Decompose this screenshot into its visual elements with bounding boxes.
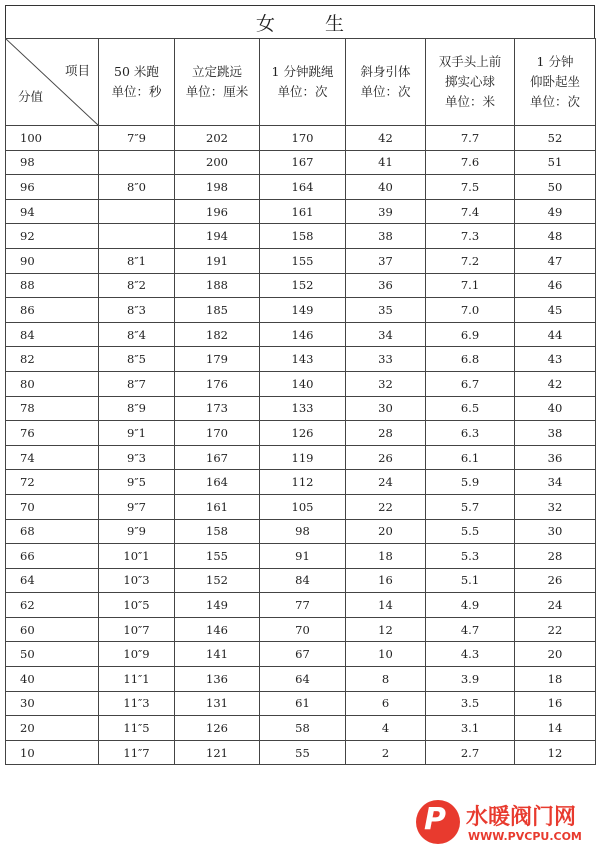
value-cell (99, 199, 175, 224)
value-cell: 84 (260, 568, 346, 593)
column-header-line: 1 分钟 (536, 54, 574, 69)
value-cell: 8″7 (99, 371, 175, 396)
table-row (6, 273, 596, 298)
value-cell: 30 (515, 519, 596, 544)
value-cell: 158 (175, 519, 260, 544)
value-cell: 8″4 (99, 322, 175, 347)
value-cell: 136 (175, 667, 260, 692)
value-cell: 7.3 (426, 224, 515, 249)
score-table (5, 38, 596, 765)
value-cell: 155 (260, 248, 346, 273)
score-cell: 90 (6, 248, 99, 273)
value-cell: 47 (515, 248, 596, 273)
value-cell: 70 (260, 617, 346, 642)
value-cell: 50 (515, 175, 596, 200)
value-cell: 36 (515, 445, 596, 470)
value-cell: 32 (515, 494, 596, 519)
value-cell: 7.0 (426, 298, 515, 323)
table-row (6, 568, 596, 593)
value-cell: 6.3 (426, 421, 515, 446)
value-cell: 149 (175, 593, 260, 618)
column-header-line: 50 米跑 (114, 64, 159, 79)
header-row (6, 39, 596, 126)
value-cell: 6.9 (426, 322, 515, 347)
column-header-line: 立定跳远 (191, 64, 242, 79)
value-cell: 11″5 (99, 716, 175, 741)
value-cell: 44 (515, 322, 596, 347)
value-cell: 119 (260, 445, 346, 470)
score-cell: 86 (6, 298, 99, 323)
column-header-line: 单位：厘米 (185, 84, 249, 99)
value-cell: 9″9 (99, 519, 175, 544)
column-header (99, 39, 175, 126)
value-cell: 20 (346, 519, 426, 544)
value-cell: 48 (515, 224, 596, 249)
value-cell: 143 (260, 347, 346, 372)
value-cell: 112 (260, 470, 346, 495)
score-cell: 92 (6, 224, 99, 249)
value-cell: 170 (260, 126, 346, 151)
value-cell: 11″3 (99, 691, 175, 716)
value-cell: 14 (346, 593, 426, 618)
value-cell: 164 (260, 175, 346, 200)
value-cell: 8″1 (99, 248, 175, 273)
value-cell: 10″5 (99, 593, 175, 618)
value-cell: 41 (346, 150, 426, 175)
value-cell: 5.9 (426, 470, 515, 495)
column-header (515, 39, 596, 126)
table-row (6, 298, 596, 323)
table-row (6, 175, 596, 200)
value-cell: 6.7 (426, 371, 515, 396)
table-row (6, 248, 596, 273)
table-row (6, 519, 596, 544)
column-header (346, 39, 426, 126)
column-header-line: 单位：次 (360, 84, 411, 99)
value-cell (99, 224, 175, 249)
table-row (6, 740, 596, 765)
value-cell: 8″2 (99, 273, 175, 298)
value-cell: 34 (346, 322, 426, 347)
value-cell: 161 (260, 199, 346, 224)
value-cell: 16 (515, 691, 596, 716)
header-item-label: 项目 (64, 63, 90, 78)
value-cell: 198 (175, 175, 260, 200)
watermark-brand: 水暖阀门网 (466, 805, 577, 830)
value-cell: 30 (346, 396, 426, 421)
score-cell: 50 (6, 642, 99, 667)
score-cell: 64 (6, 568, 99, 593)
value-cell: 194 (175, 224, 260, 249)
value-cell: 202 (175, 126, 260, 151)
column-header (426, 39, 515, 126)
table-row (6, 150, 596, 175)
value-cell: 20 (515, 642, 596, 667)
score-cell: 70 (6, 494, 99, 519)
value-cell: 131 (175, 691, 260, 716)
score-cell: 68 (6, 519, 99, 544)
value-cell: 98 (260, 519, 346, 544)
score-cell: 66 (6, 544, 99, 569)
value-cell: 64 (260, 667, 346, 692)
column-header-line: 单位：秒 (111, 84, 162, 99)
value-cell: 155 (175, 544, 260, 569)
score-cell: 62 (6, 593, 99, 618)
value-cell: 7.5 (426, 175, 515, 200)
value-cell: 5.3 (426, 544, 515, 569)
value-cell: 176 (175, 371, 260, 396)
value-cell: 58 (260, 716, 346, 741)
table-row (6, 617, 596, 642)
value-cell: 5.7 (426, 494, 515, 519)
diagonal-header-cell (6, 39, 99, 126)
value-cell: 91 (260, 544, 346, 569)
column-header-line: 单位：次 (529, 94, 580, 109)
value-cell: 35 (346, 298, 426, 323)
value-cell: 22 (346, 494, 426, 519)
score-cell: 98 (6, 150, 99, 175)
value-cell: 24 (346, 470, 426, 495)
value-cell: 7.7 (426, 126, 515, 151)
value-cell: 6.5 (426, 396, 515, 421)
value-cell (99, 150, 175, 175)
value-cell: 42 (515, 371, 596, 396)
value-cell: 10 (346, 642, 426, 667)
value-cell: 61 (260, 691, 346, 716)
column-header-line: 单位：米 (444, 94, 495, 109)
table-row (6, 421, 596, 446)
value-cell: 8″5 (99, 347, 175, 372)
table-row (6, 322, 596, 347)
value-cell: 164 (175, 470, 260, 495)
value-cell: 185 (175, 298, 260, 323)
value-cell: 173 (175, 396, 260, 421)
value-cell: 9″5 (99, 470, 175, 495)
value-cell: 16 (346, 568, 426, 593)
table-row (6, 126, 596, 151)
value-cell: 6.1 (426, 445, 515, 470)
value-cell: 33 (346, 347, 426, 372)
table-row (6, 199, 596, 224)
value-cell: 196 (175, 199, 260, 224)
score-cell: 30 (6, 691, 99, 716)
value-cell: 32 (346, 371, 426, 396)
value-cell: 34 (515, 470, 596, 495)
value-cell: 28 (346, 421, 426, 446)
value-cell: 22 (515, 617, 596, 642)
column-header (175, 39, 260, 126)
value-cell: 7.4 (426, 199, 515, 224)
value-cell: 200 (175, 150, 260, 175)
value-cell: 146 (175, 617, 260, 642)
value-cell: 4 (346, 716, 426, 741)
value-cell: 18 (346, 544, 426, 569)
value-cell: 49 (515, 199, 596, 224)
score-cell: 82 (6, 347, 99, 372)
table-row (6, 494, 596, 519)
value-cell: 2 (346, 740, 426, 765)
column-header (260, 39, 346, 126)
table-row (6, 396, 596, 421)
value-cell: 9″3 (99, 445, 175, 470)
value-cell: 167 (260, 150, 346, 175)
table-row (6, 470, 596, 495)
value-cell: 105 (260, 494, 346, 519)
value-cell: 121 (175, 740, 260, 765)
score-cell: 84 (6, 322, 99, 347)
value-cell: 7″9 (99, 126, 175, 151)
value-cell: 3.9 (426, 667, 515, 692)
value-cell: 9″7 (99, 494, 175, 519)
score-cell: 10 (6, 740, 99, 765)
diagonal-line (6, 39, 98, 125)
score-cell: 72 (6, 470, 99, 495)
value-cell: 4.7 (426, 617, 515, 642)
column-header-line: 掷实心球 (444, 74, 495, 89)
value-cell: 7.1 (426, 273, 515, 298)
table-row (6, 445, 596, 470)
value-cell: 8″0 (99, 175, 175, 200)
value-cell: 67 (260, 642, 346, 667)
value-cell: 6 (346, 691, 426, 716)
value-cell: 146 (260, 322, 346, 347)
value-cell: 6.8 (426, 347, 515, 372)
table-row (6, 642, 596, 667)
value-cell: 167 (175, 445, 260, 470)
value-cell: 152 (175, 568, 260, 593)
value-cell: 170 (175, 421, 260, 446)
score-cell: 80 (6, 371, 99, 396)
value-cell: 126 (260, 421, 346, 446)
value-cell: 182 (175, 322, 260, 347)
table-title: 女 生 (5, 5, 595, 38)
value-cell: 51 (515, 150, 596, 175)
value-cell: 3.5 (426, 691, 515, 716)
value-cell: 24 (515, 593, 596, 618)
value-cell: 7.6 (426, 150, 515, 175)
score-cell: 94 (6, 199, 99, 224)
value-cell: 43 (515, 347, 596, 372)
column-header-line: 单位：次 (277, 84, 328, 99)
column-header-line: 1 分钟跳绳 (271, 64, 334, 79)
value-cell: 45 (515, 298, 596, 323)
value-cell: 14 (515, 716, 596, 741)
value-cell: 5.5 (426, 519, 515, 544)
value-cell: 12 (515, 740, 596, 765)
value-cell: 133 (260, 396, 346, 421)
value-cell: 77 (260, 593, 346, 618)
score-cell: 60 (6, 617, 99, 642)
value-cell: 26 (515, 568, 596, 593)
table-body (6, 126, 596, 765)
value-cell: 161 (175, 494, 260, 519)
value-cell: 191 (175, 248, 260, 273)
value-cell: 188 (175, 273, 260, 298)
watermark-logo-letter: P (424, 802, 446, 837)
value-cell: 141 (175, 642, 260, 667)
value-cell: 9″1 (99, 421, 175, 446)
table-row (6, 593, 596, 618)
value-cell: 38 (346, 224, 426, 249)
value-cell: 18 (515, 667, 596, 692)
table-row (6, 716, 596, 741)
value-cell: 55 (260, 740, 346, 765)
value-cell: 11″7 (99, 740, 175, 765)
value-cell: 7.2 (426, 248, 515, 273)
value-cell: 8 (346, 667, 426, 692)
value-cell: 40 (346, 175, 426, 200)
watermark-url: WWW.PVCPU.COM (468, 830, 582, 843)
value-cell: 46 (515, 273, 596, 298)
value-cell: 38 (515, 421, 596, 446)
score-cell: 40 (6, 667, 99, 692)
value-cell: 3.1 (426, 716, 515, 741)
table-row (6, 691, 596, 716)
value-cell: 40 (515, 396, 596, 421)
value-cell: 37 (346, 248, 426, 273)
value-cell: 11″1 (99, 667, 175, 692)
value-cell: 4.3 (426, 642, 515, 667)
value-cell: 10″3 (99, 568, 175, 593)
score-sheet (5, 5, 595, 765)
value-cell: 36 (346, 273, 426, 298)
score-cell: 88 (6, 273, 99, 298)
value-cell: 4.9 (426, 593, 515, 618)
value-cell: 10″1 (99, 544, 175, 569)
score-cell: 100 (6, 126, 99, 151)
score-cell: 74 (6, 445, 99, 470)
column-header-line: 斜身引体 (360, 64, 411, 79)
value-cell: 126 (175, 716, 260, 741)
table-row (6, 347, 596, 372)
value-cell: 8″9 (99, 396, 175, 421)
header-score-label: 分值 (18, 89, 44, 104)
value-cell: 140 (260, 371, 346, 396)
score-cell: 76 (6, 421, 99, 446)
score-cell: 96 (6, 175, 99, 200)
value-cell: 8″3 (99, 298, 175, 323)
value-cell: 28 (515, 544, 596, 569)
score-cell: 20 (6, 716, 99, 741)
table-row (6, 224, 596, 249)
score-cell: 78 (6, 396, 99, 421)
value-cell: 42 (346, 126, 426, 151)
value-cell: 152 (260, 273, 346, 298)
value-cell: 149 (260, 298, 346, 323)
value-cell: 12 (346, 617, 426, 642)
table-row (6, 667, 596, 692)
value-cell: 158 (260, 224, 346, 249)
column-header-line: 仰卧起坐 (529, 74, 580, 89)
value-cell: 179 (175, 347, 260, 372)
value-cell: 52 (515, 126, 596, 151)
value-cell: 5.1 (426, 568, 515, 593)
watermark (416, 798, 596, 848)
value-cell: 10″9 (99, 642, 175, 667)
table-row (6, 544, 596, 569)
value-cell: 26 (346, 445, 426, 470)
value-cell: 39 (346, 199, 426, 224)
table-row (6, 371, 596, 396)
value-cell: 2.7 (426, 740, 515, 765)
value-cell: 10″7 (99, 617, 175, 642)
column-header-line: 双手头上前 (438, 54, 502, 69)
